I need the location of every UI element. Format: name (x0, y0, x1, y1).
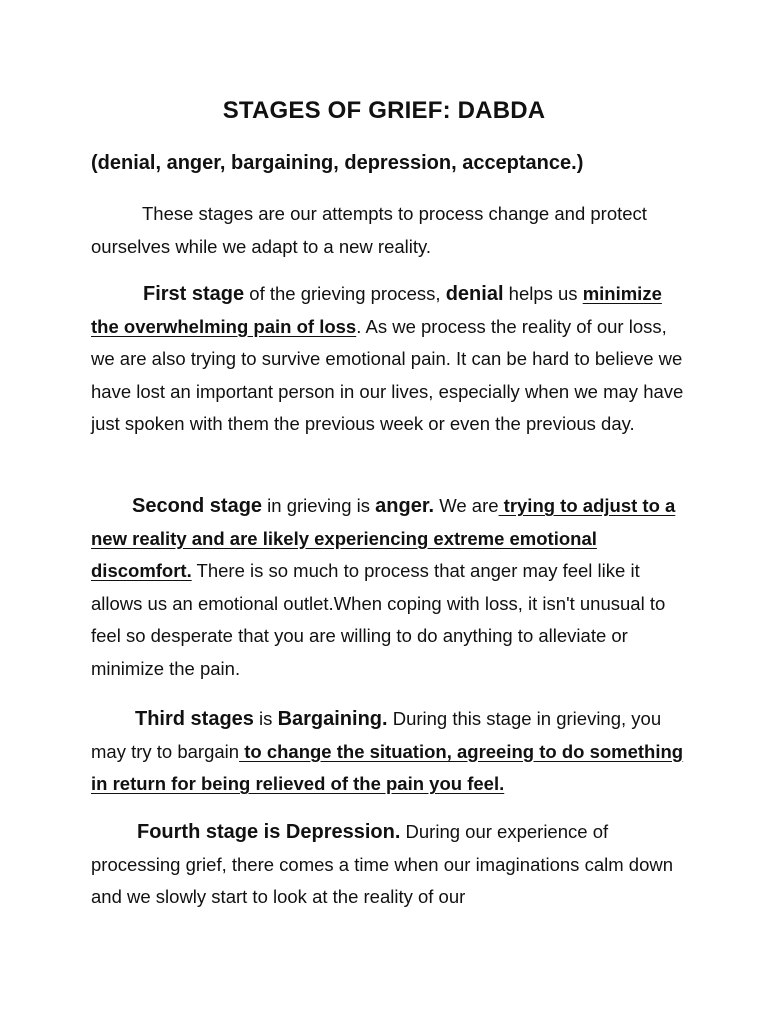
second-stage-paragraph (91, 490, 691, 685)
second-stage-underlined: trying to adjust to a new reality and are likely experiencing extreme emotional discomfort. (91, 495, 676, 581)
second-stage-keyword: anger. (375, 495, 435, 517)
first-stage-lead: First stage (143, 283, 245, 305)
fourth-stage-paragraph (91, 816, 691, 914)
third-stage-keyword: Bargaining. (277, 708, 388, 730)
fourth-stage-text-1: During our experience of processing grief, there comes a time when our imaginations calm down and we slowly start to look at the reality of our (91, 821, 674, 907)
second-stage-text-3: There is so much to process that anger may feel like it allows us an emotional outlet.When coping with loss, it isn't unusual to feel so desperate that you are willing to do anything to alleviate or minimize the pain. (91, 560, 666, 679)
second-stage-lead: Second stage (132, 495, 263, 517)
fourth-stage-lead: Fourth stage is Depression. (137, 821, 401, 843)
third-stage-text-1: is (253, 708, 278, 729)
intro-text: These stages are our attempts to process change and protect ourselves while we adapt to a new reality. (91, 203, 647, 257)
first-stage-text-3: . As we process the reality of our loss, we are also trying to survive emotional pain. It can be hard to believe we have lost an important person in our lives, especially when we may have just spoken with them the previous week or even the previous day. (91, 315, 684, 434)
first-stage-paragraph (91, 278, 691, 441)
second-stage-text-1: in grieving is (262, 495, 376, 516)
third-stage-lead: Third stages (135, 708, 254, 730)
document-subtitle: (denial, anger, bargaining, depression, acceptance.) (91, 152, 584, 174)
intro-paragraph (91, 198, 691, 263)
first-stage-keyword: denial (445, 283, 504, 305)
document-title: STAGES OF GRIEF: DABDA (222, 97, 546, 124)
first-stage-text-2: helps us (503, 283, 583, 304)
third-stage-text-2: During this stage in grieving, you may try to bargain (91, 708, 662, 762)
second-stage-text-2: We are (434, 495, 499, 516)
first-stage-text-1: of the grieving process, (244, 283, 446, 304)
first-stage-underlined: minimize the overwhelming pain of loss (91, 283, 662, 337)
third-stage-paragraph (91, 703, 691, 801)
third-stage-underlined: to change the situation, agreeing to do something in return for being relieved of the pain you feel. (91, 740, 684, 794)
